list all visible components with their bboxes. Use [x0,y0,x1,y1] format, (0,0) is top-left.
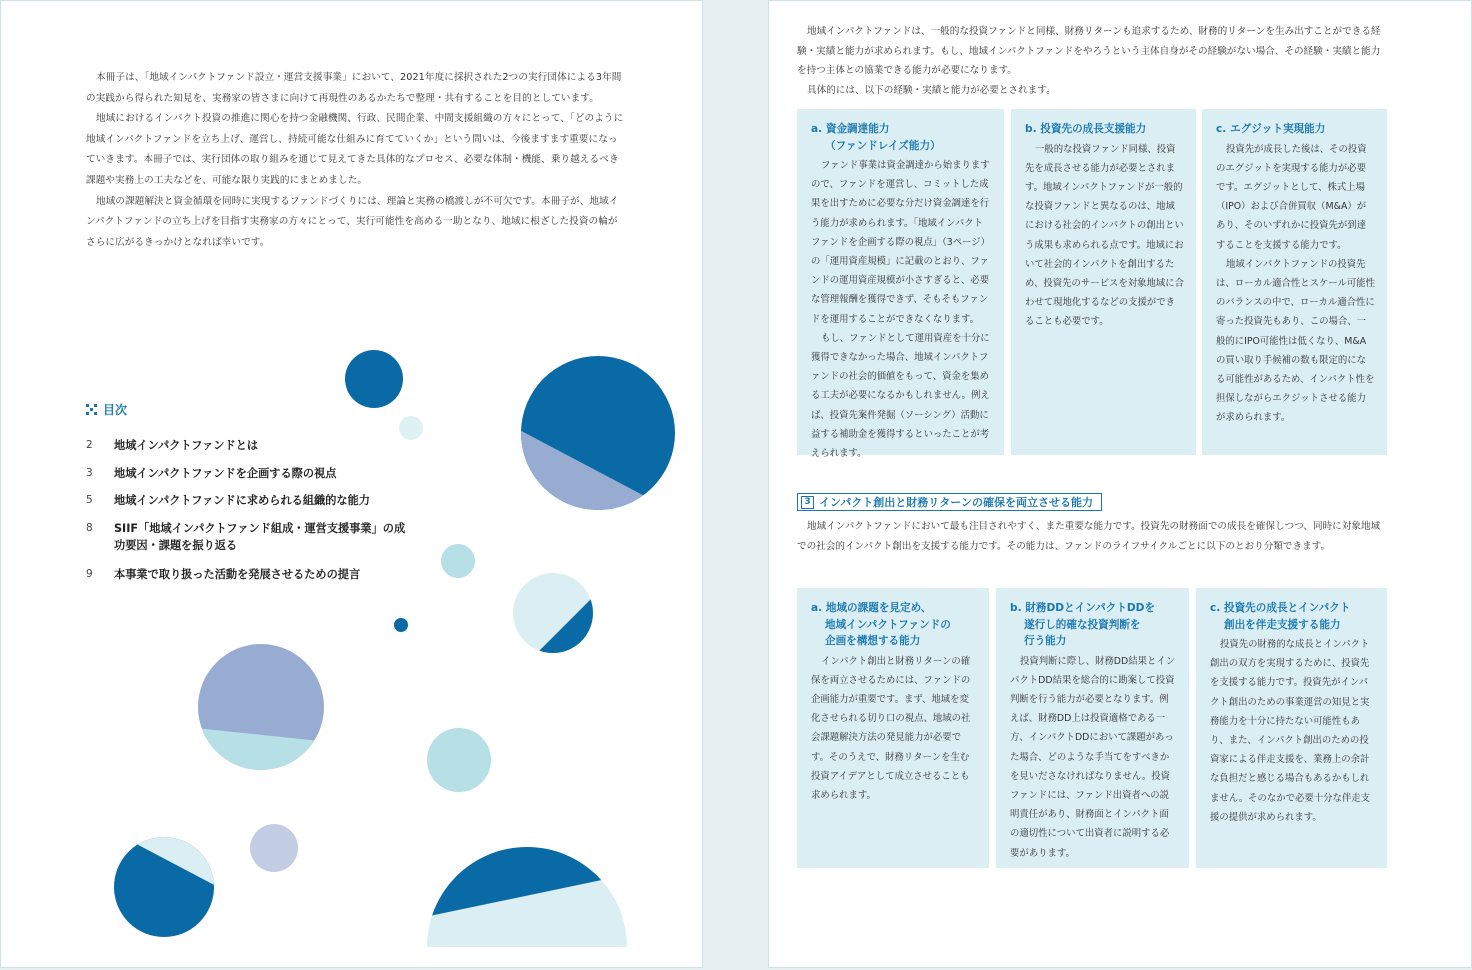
box-title [811,121,992,154]
bubble [427,728,491,792]
box-body [1025,140,1184,332]
half-bubble [420,830,640,968]
decorative-bubbles [0,0,703,968]
section-intro-text [797,517,1389,556]
capability-box-planning [797,588,989,868]
capability-box-hands-on-support [1196,588,1387,868]
box-title-line: 企画を構想する能力 [825,635,921,647]
capability-box-due-diligence [996,588,1189,868]
body-paragraph: 具体的には、以下の経験・実績と能力が必要とされます。 [807,84,1056,96]
box-paragraph: 一般的な投資ファンド同様、投資先を成長させる能力が必要とされます。地域インパクトファンドが一般的な投資ファンドと異なるのは、地域における社会的インパクトの創出という成果も求められる点です。地域において社会的インパクトを創出するため、投資先のサービスを対象地域に合わせて現地化するなどの支援ができることも必要です。 [1025,143,1185,328]
toc-page-number: 9 [86,568,93,580]
bubble [345,350,403,408]
box-title-line: a. 地域の課題を見定め、 [811,602,932,614]
toc-title: 地域インパクトファンドに求められる組織的な能力 [114,494,370,507]
box-title-line: （ファンドレイズ能力） [825,139,941,152]
right-intro-text [797,22,1389,100]
capability-box-growth-support [1011,109,1196,455]
box-title-line: 地域インパクトファンドの [825,618,951,631]
box-paragraph: インパクト創出と財務リターンの確保を両立させるためには、ファンドの企画能力が重要です。まず、地域を変化させられる切り口の視点、地域の社会課題解決方法の発見能力が必要です。そのうえで、財務リターンを生む投資アイデアとして成立させることも求められます。 [811,655,971,801]
box-body [1216,140,1375,428]
body-paragraph: 地域インパクトファンドにおいて最も注目されやすく、また重要な能力です。投資先の財務面での成長を確保しつつ、同時に対象地域での社会的インパクト創出を支援する能力です。その能力は、ファンドのライフサイクルごとに以下のとおり分類できます。 [797,521,1381,552]
bubble [441,544,475,578]
bubble-split [195,640,330,780]
box-paragraph: 投資先の財務的な成長とインパクト創出の双方を実現するために、投資先を支援する能力です。投資先がインパクト創出のための事業運営の知見と実務能力を十分に持たない可能性もあり、また、インパクト創出のための投資家による伴走支援を、業務上の余計な負担だと感じる場合もあるかもしれません。そのなかで必要十分な伴走支援の提供が求められます。 [1210,639,1370,823]
toc-title: SIIF「地域インパクトファンド組成・運営支援事業」の成功要因・課題を振り返る [114,522,406,552]
box-paragraph: ファンド事業は資金調達から始まりますので、ファンドを運営し、コミットした成果を出すために必要な分だけ資金調達を行う能力が求められます。「地域インパクトファンドを企画する際の視点」（3ページ）の「運用資産規模」に記載のとおり、ファンドの運用資産規模が小さすぎると、必要な管理報酬を獲得できず、そもそもファンドを運用することができなくなります。 [811,160,991,325]
box-title-line: b. 投資先の成長支援能力 [1025,123,1147,135]
box-title [1216,121,1375,138]
box-body [1210,635,1375,827]
box-title-line: b. 財務DDとインパクトDDを [1010,602,1156,614]
box-paragraph: 投資判断に際し、財務DD結果とインパクトDD結果を総合的に勘案して投資判断を行う能力が必要となります。例えば、財務DD上は投資適格である一方、インパクトDDにおいて課題があった場合、どのような手当てをすべきかを見いださなければなりません。投資ファンドには、ファンド出資者への説明責任があり、財務面とインパクト面の適切性について出資者に説明する必要があります。 [1010,655,1176,859]
bubble-split [510,350,690,520]
toc-page-number: 2 [86,439,93,451]
box-title-line: 遂行し的確な投資判断を [1024,618,1141,631]
toc-heading-label: 目次 [103,403,128,417]
box-title-line: c. エグジット実現能力 [1216,123,1326,135]
bubble [250,824,298,872]
toc-page-number: 3 [86,467,93,479]
box-title [1025,121,1184,138]
intro-paragraph: 地域におけるインパクト投資の推進に関心を持つ金融機関、行政、民間企業、中間支援組織の方々にとって、「どのように地域インパクトファンドを立ち上げ、運営し、持続可能な仕組みに育てていくか」という問いは、今後ますます重要になっていきます。本冊子では、実行団体の取り組みを通じて見えてきた具体的なプロセス、必要な体制・機能、乗り越えるべき課題や実務上の工夫などを、可能な限り実践的にまとめました。 [86,113,624,186]
box-paragraph: 投資先が成長した後は、その投資のエグジットを実現する能力が必要です。エグジットとして、株式上場（IPO）および合併買収（M&A）があり、そのいずれかに投資先が到達することを支援する能力です。 [1216,143,1367,251]
box-title-line: a. 資金調達能力 [811,123,890,135]
box-title [811,600,977,650]
box-paragraph: もし、ファンドとして運用資産を十分に獲得できなかった場合、地域インパクトファンドの社会的価値をもって、資金を集める工夫が必要になるかもしれません。例えば、投資先案件発掘（ソーシング）活動に益する補助金を獲得するといったことが考えられます。 [811,332,990,460]
toc-page-number: 5 [86,494,93,506]
section-title: インパクト創出と財務リターンの確保を両立させる能力 [819,496,1094,509]
box-title-line: c. 投資先の成長とインパクト [1210,602,1351,614]
box-title [1210,600,1375,633]
toc-title: 地域インパクトファンドとは [114,439,259,452]
toc-page-number: 8 [86,522,93,534]
intro-paragraph: 地域の課題解決と資金循環を同時に実現するファンドづくりには、理論と実務の橋渡しが不可欠です。本冊子が、地域インパクトファンドの立ち上げを目指す実務家の方々にとって、実行可能性を高める一助となり、地域に根ざした投資の輪がさらに広がるきっかけとなれば幸いです。 [86,195,619,248]
toc-title: 本事業で取り扱った活動を発展させるための提言 [114,568,361,581]
box-title-line: 行う能力 [1024,635,1067,647]
body-paragraph: 地域インパクトファンドは、一般的な投資ファンドと同様、財務リターンも追求するため、財務的リターンを生み出すことができる経験・実績と能力が求められます。もし、地域インパクトファンドをやろうという主体自身がその経験がない場合、その経験・実績と能力を持つ主体との協業できる能力が必要になります。 [797,26,1381,76]
box-body [1010,652,1177,863]
capability-box-fundraising [797,109,1004,460]
intro-paragraph: 本冊子は、「地域インパクトファンド設立・運営支援事業」において、2021年度に採択された2つの実行団体による3年間の実践から得られた知見を、実務家の皆さまに向けて再現性のあるかたちで整理・共有することを目的としています。 [86,72,622,104]
box-title-line: 創出を伴走支援する能力 [1224,618,1341,631]
bubble [399,416,423,440]
box-body [811,652,977,806]
box-body [811,156,992,463]
box-title [1010,600,1177,650]
toc-title: 地域インパクトファンドを企画する際の視点 [114,467,337,480]
bubble-split [110,830,220,940]
section-number: 3 [801,496,814,509]
capability-box-exit [1202,109,1387,455]
bubble-split [510,570,600,660]
box-paragraph: 地域インパクトファンドの投資先は、ローカル適合性とスケール可能性のバランスの中で、ローカル適合性に寄った投資先もあり、この場合、一般的にIPO可能性は低くなり、M&Aの買い取り手候補の数も限定的になる可能性があるため、インパクト性を担保しながらエクジットさせる能力が求められます。 [1216,258,1376,424]
bubble [394,618,408,632]
section-heading [797,493,1102,511]
